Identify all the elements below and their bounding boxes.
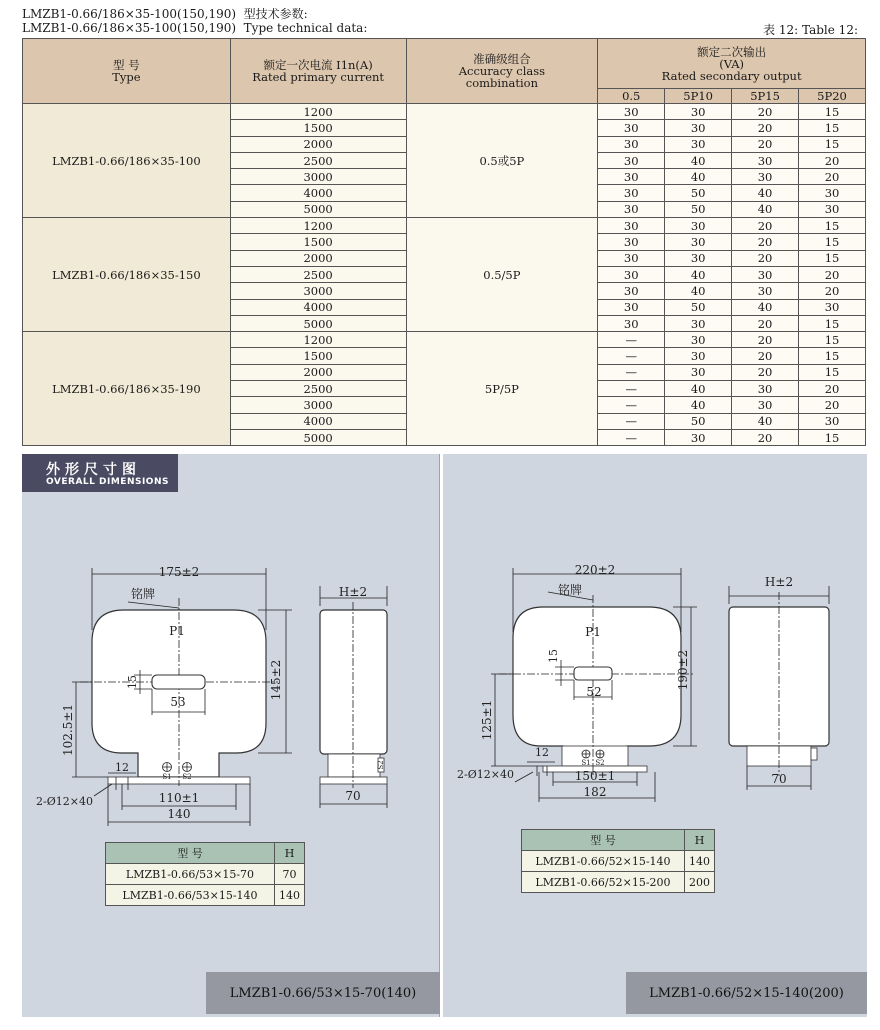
overall-dimensions-badge [22, 454, 178, 492]
current-cell: 4000 [230, 185, 406, 201]
output-cell: 30 [598, 185, 665, 201]
current-cell: 2500 [230, 152, 406, 168]
output-cell: 30 [732, 381, 799, 397]
output-cell: 40 [732, 185, 799, 201]
output-cell: 40 [665, 169, 732, 185]
left-holes-label: 2-Ø12×40 [36, 795, 93, 808]
output-cell: — [598, 332, 665, 348]
right-dimension-drawing [443, 550, 867, 810]
output-cell: 20 [732, 136, 799, 152]
output-cell: — [598, 348, 665, 364]
output-cell: 15 [799, 250, 866, 266]
output-cell: 15 [799, 104, 866, 120]
output-cell: 20 [732, 234, 799, 250]
output-cell: 40 [732, 201, 799, 217]
output-cell: 30 [598, 315, 665, 331]
output-cell: 15 [799, 332, 866, 348]
output-cell: 40 [732, 413, 799, 429]
output-cell: 20 [732, 332, 799, 348]
output-cell: 20 [732, 364, 799, 380]
output-cell: 20 [799, 381, 866, 397]
output-cell: 50 [665, 185, 732, 201]
output-cell: 50 [665, 201, 732, 217]
output-cell: 30 [665, 136, 732, 152]
current-cell: 2000 [230, 250, 406, 266]
output-cell: 30 [732, 397, 799, 413]
output-cell: 15 [799, 120, 866, 136]
output-cell: 30 [665, 332, 732, 348]
left-slot-width: 53 [170, 695, 186, 709]
left-s1: S1 [162, 773, 172, 781]
output-cell: 30 [598, 120, 665, 136]
current-cell: 4000 [230, 413, 406, 429]
current-cell: 5000 [230, 429, 406, 445]
header-line-cn: LMZB1-0.66/186×35-100(150,190) 型技术参数: [22, 7, 308, 21]
output-cell: 20 [799, 397, 866, 413]
output-cell: 30 [598, 218, 665, 234]
table-row [23, 218, 866, 234]
right-height-dim: 190±2 [676, 649, 690, 691]
output-cell: 30 [598, 250, 665, 266]
output-cell: 40 [665, 283, 732, 299]
left-caption: LMZB1-0.66/53×15-70(140) [206, 972, 440, 1014]
output-cell: 20 [732, 315, 799, 331]
left-side-mark: S2 [377, 760, 385, 770]
output-cell: — [598, 397, 665, 413]
output-cell: 30 [598, 234, 665, 250]
right-caption: LMZB1-0.66/52×15-140(200) [626, 972, 867, 1014]
current-cell: 3000 [230, 397, 406, 413]
left-table-head-h: H [275, 843, 305, 864]
output-cell: 30 [665, 315, 732, 331]
output-cell: 30 [598, 152, 665, 168]
output-cell: 30 [665, 120, 732, 136]
output-cell: 40 [665, 266, 732, 282]
badge-cn: 外形尺寸图 [46, 462, 141, 478]
output-cell: 20 [799, 283, 866, 299]
output-cell: 20 [732, 348, 799, 364]
current-cell: 3000 [230, 169, 406, 185]
badge-en: OVERALL DIMENSIONS [46, 477, 169, 487]
output-cell: 50 [665, 413, 732, 429]
output-cell: 30 [665, 348, 732, 364]
output-cell: 40 [665, 381, 732, 397]
current-cell: 1500 [230, 120, 406, 136]
table-row [23, 332, 866, 348]
right-table-h: 200 [685, 872, 715, 893]
output-cell: 15 [799, 429, 866, 445]
left-nameplate-label: 铭牌 [130, 587, 156, 601]
output-cell: 40 [665, 152, 732, 168]
right-table-model: LMZB1-0.66/52×15-200 [522, 872, 685, 893]
right-width-dim: 220±2 [574, 563, 616, 577]
output-cell: 30 [665, 250, 732, 266]
output-cell: 15 [799, 315, 866, 331]
output-cell: — [598, 429, 665, 445]
left-slot-height: 15 [126, 675, 139, 689]
current-cell: 5000 [230, 315, 406, 331]
right-base-outer: 182 [583, 785, 607, 799]
subheader-0.5: 0.5 [598, 89, 665, 104]
output-cell: 20 [799, 266, 866, 282]
right-s2: S2 [595, 759, 605, 767]
output-cell: 30 [598, 201, 665, 217]
output-cell: 30 [665, 218, 732, 234]
header-accuracy: 准确级组合 Accuracy class combination [406, 39, 598, 104]
output-cell: 30 [799, 185, 866, 201]
left-center-height: 102.5±1 [61, 703, 75, 757]
output-cell: 30 [799, 299, 866, 315]
subheader-5p20: 5P20 [799, 89, 866, 104]
left-p1-label: P1 [169, 624, 185, 638]
right-base-inner: 150±1 [574, 769, 616, 783]
header-type: 型 号 Type [23, 39, 231, 104]
right-slot-height: 15 [547, 649, 560, 663]
left-table-h: 70 [275, 864, 305, 885]
right-table-h: 140 [685, 851, 715, 872]
current-cell: 1200 [230, 332, 406, 348]
output-cell: 15 [799, 136, 866, 152]
right-holes-label: 2-Ø12×40 [457, 768, 514, 781]
header-current: 额定一次电流 I1n(A) Rated primary current [230, 39, 406, 104]
table-row [23, 104, 866, 120]
left-hole-dim: 12 [115, 761, 129, 774]
output-cell: 30 [799, 201, 866, 217]
output-cell: 20 [732, 218, 799, 234]
output-cell: 30 [598, 169, 665, 185]
current-cell: 1200 [230, 104, 406, 120]
left-side-base: 70 [345, 789, 361, 803]
spec-table [22, 38, 866, 446]
right-p1-label: P1 [585, 625, 601, 639]
right-hole-dim: 12 [535, 746, 549, 759]
accuracy-cell: 0.5或5P [406, 104, 598, 218]
right-table-model: LMZB1-0.66/52×15-140 [522, 851, 685, 872]
left-base-outer: 140 [167, 807, 191, 821]
left-table-model: LMZB1-0.66/53×15-140 [106, 885, 275, 906]
left-table-head-type: 型 号 [106, 843, 275, 864]
output-cell: — [598, 381, 665, 397]
current-cell: 1500 [230, 234, 406, 250]
output-cell: 20 [732, 120, 799, 136]
left-model-table [105, 842, 305, 906]
right-model-table [521, 829, 715, 893]
output-cell: 30 [665, 104, 732, 120]
left-s2: S2 [182, 773, 192, 781]
output-cell: 30 [732, 283, 799, 299]
left-table-h: 140 [275, 885, 305, 906]
output-cell: 30 [665, 364, 732, 380]
accuracy-cell: 5P/5P [406, 332, 598, 446]
output-cell: 15 [799, 364, 866, 380]
accuracy-cell: 0.5/5P [406, 218, 598, 332]
current-cell: 3000 [230, 283, 406, 299]
right-slot-width: 52 [586, 685, 602, 699]
subheader-5p10: 5P10 [665, 89, 732, 104]
output-cell: 15 [799, 348, 866, 364]
output-cell: 30 [732, 169, 799, 185]
current-cell: 4000 [230, 299, 406, 315]
right-center-height: 125±1 [480, 699, 494, 741]
output-cell: 40 [732, 299, 799, 315]
output-cell: 50 [665, 299, 732, 315]
spec-table-body [23, 104, 866, 446]
output-cell: 30 [598, 266, 665, 282]
output-cell: 30 [598, 299, 665, 315]
current-cell: 5000 [230, 201, 406, 217]
output-cell: 15 [799, 234, 866, 250]
output-cell: — [598, 364, 665, 380]
output-cell: 30 [665, 234, 732, 250]
output-cell: 30 [598, 136, 665, 152]
left-base-inner: 110±1 [158, 791, 200, 805]
type-cell: LMZB1-0.66/186×35-100 [23, 104, 231, 218]
left-width-dim: 175±2 [158, 565, 200, 579]
header-line-en: LMZB1-0.66/186×35-100(150,190) Type technical data: [22, 21, 368, 35]
subheader-5p15: 5P15 [732, 89, 799, 104]
right-s1: S1 [581, 759, 591, 767]
right-side-height: H±2 [764, 575, 794, 589]
output-cell: 30 [732, 152, 799, 168]
header-output: 额定二次输出 (VA) Rated secondary output [598, 39, 866, 89]
output-cell: 30 [598, 104, 665, 120]
left-side-height: H±2 [338, 585, 368, 599]
output-cell: 20 [732, 104, 799, 120]
output-cell: 30 [732, 266, 799, 282]
left-table-model: LMZB1-0.66/53×15-70 [106, 864, 275, 885]
left-height-dim: 145±2 [269, 659, 283, 701]
current-cell: 2500 [230, 266, 406, 282]
current-cell: 2500 [230, 381, 406, 397]
right-nameplate-label: 铭牌 [557, 583, 583, 597]
left-dimension-drawing [22, 490, 440, 830]
output-cell: 30 [799, 413, 866, 429]
right-table-head-h: H [685, 830, 715, 851]
output-cell: 20 [732, 429, 799, 445]
output-cell: 20 [799, 152, 866, 168]
current-cell: 2000 [230, 136, 406, 152]
right-side-base: 70 [771, 772, 787, 786]
table-label: 表 12: Table 12: [763, 23, 858, 37]
current-cell: 1200 [230, 218, 406, 234]
type-cell: LMZB1-0.66/186×35-190 [23, 332, 231, 446]
output-cell: 20 [732, 250, 799, 266]
current-cell: 1500 [230, 348, 406, 364]
output-cell: 40 [665, 397, 732, 413]
output-cell: 15 [799, 218, 866, 234]
output-cell: 30 [598, 283, 665, 299]
current-cell: 2000 [230, 364, 406, 380]
right-table-head-type: 型 号 [522, 830, 685, 851]
output-cell: 20 [799, 169, 866, 185]
output-cell: — [598, 413, 665, 429]
type-cell: LMZB1-0.66/186×35-150 [23, 218, 231, 332]
output-cell: 30 [665, 429, 732, 445]
